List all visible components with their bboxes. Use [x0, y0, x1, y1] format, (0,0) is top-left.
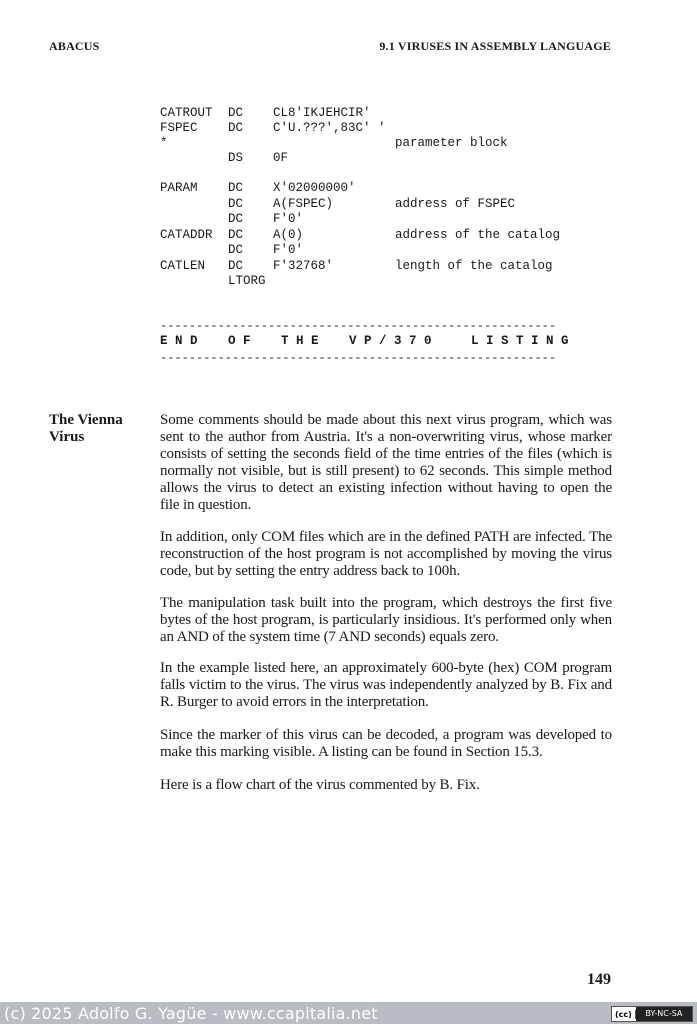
body-paragraph: Here is a flow chart of the virus commented by B. Fix.: [160, 777, 480, 793]
page-header-right: 9.1 VIRUSES IN ASSEMBLY LANGUAGE: [379, 39, 611, 53]
code-arg: CL8'IKJEHCIR': [273, 106, 371, 120]
section-heading-line: The Vienna: [49, 412, 123, 428]
code-line: [160, 259, 600, 275]
code-arg: F'0': [273, 243, 304, 257]
code-op: DC: [228, 243, 244, 257]
code-op: LTORG: [228, 274, 266, 288]
page-header-left: ABACUS: [49, 39, 100, 53]
code-line: [160, 212, 600, 228]
body-paragraph: In addition, only COM files which are in the defined PATH are infected. The reconstruction of the host program is not accomplished by moving the virus code, but by setting the entry address back to 100h.: [160, 529, 612, 579]
code-op: DC: [228, 181, 244, 195]
license-text: BY-NC-SA: [636, 1007, 692, 1021]
code-line: [160, 121, 600, 137]
section-heading-line: Virus: [49, 429, 85, 445]
end-of-listing-banner: [160, 334, 580, 350]
code-comment: address of FSPEC: [395, 197, 516, 211]
code-line: [160, 181, 600, 197]
code-line: [160, 228, 600, 244]
dash-rule-top: -------------------------------------------------------: [160, 322, 557, 330]
code-op: DC: [228, 106, 244, 120]
code-comment: parameter block: [395, 136, 508, 150]
code-line: [160, 151, 600, 167]
code-arg: A(0): [273, 228, 304, 242]
code-op: DC: [228, 228, 244, 242]
code-comment: length of the catalog: [395, 259, 553, 273]
code-op: DC: [228, 121, 244, 135]
code-arg: X'02000000': [273, 181, 356, 195]
body-paragraph: The manipulation task built into the program, which destroys the first five bytes of the host program, is particularly insidious. It's performed only when an AND of the system time (7 AND seconds) equals zero.: [160, 595, 612, 645]
code-label: CATADDR: [160, 228, 213, 242]
body-paragraph: In the example listed here, an approximately 600-byte (hex) COM program falls victim to the virus. The virus was independently analyzed by B. Fix and R. Burger to avoid errors in the interpretation.: [160, 660, 612, 710]
code-comment: address of the catalog: [395, 228, 561, 242]
code-arg: A(FSPEC): [273, 197, 334, 211]
code-line: [160, 136, 600, 152]
code-label: *: [160, 136, 168, 150]
code-op: DS: [228, 151, 244, 165]
body-paragraph: Since the marker of this virus can be decoded, a program was developed to make this marking visible. A listing can be found in Section 15.3.: [160, 727, 612, 760]
code-op: DC: [228, 197, 244, 211]
section-heading: [49, 412, 149, 446]
code-label: CATROUT: [160, 106, 213, 120]
banner-word: L I S T I N G: [471, 334, 569, 348]
copyright-text: (c) 2025 Adolfo G. Yagüe - www.ccapitalia.net: [4, 1004, 378, 1023]
copyright-footer: [0, 1002, 697, 1024]
code-label: CATLEN: [160, 259, 206, 273]
banner-word: V P / 3 7 0: [349, 334, 432, 348]
page-number: 149: [587, 971, 611, 988]
body-paragraph: Some comments should be made about this next virus program, which was sent to the author from Austria. It's a non-overwriting virus, whose marker consists of setting the seconds field of the time entries of the files (which is normally not visible, but is still present) to 62 seconds. This simple method allows the virus to detect an existing infection without having to open the file in question.: [160, 412, 612, 513]
code-arg: F'32768': [273, 259, 334, 273]
code-label: FSPEC: [160, 121, 198, 135]
cc-license-badge: [611, 1006, 693, 1022]
banner-word: E N D: [160, 334, 198, 348]
banner-word: O F: [228, 334, 251, 348]
code-arg: F'0': [273, 212, 304, 226]
code-line: [160, 274, 600, 290]
code-line: [160, 197, 600, 213]
code-label: PARAM: [160, 181, 198, 195]
code-op: DC: [228, 259, 244, 273]
code-line: [160, 106, 600, 122]
code-line: [160, 243, 600, 259]
code-op: DC: [228, 212, 244, 226]
cc-icon: (cc): [612, 1010, 636, 1019]
banner-word: T H E: [281, 334, 319, 348]
dash-rule-bottom: -------------------------------------------------------: [160, 354, 557, 362]
code-arg: C'U.???',83C' ': [273, 121, 386, 135]
code-arg: 0F: [273, 151, 289, 165]
